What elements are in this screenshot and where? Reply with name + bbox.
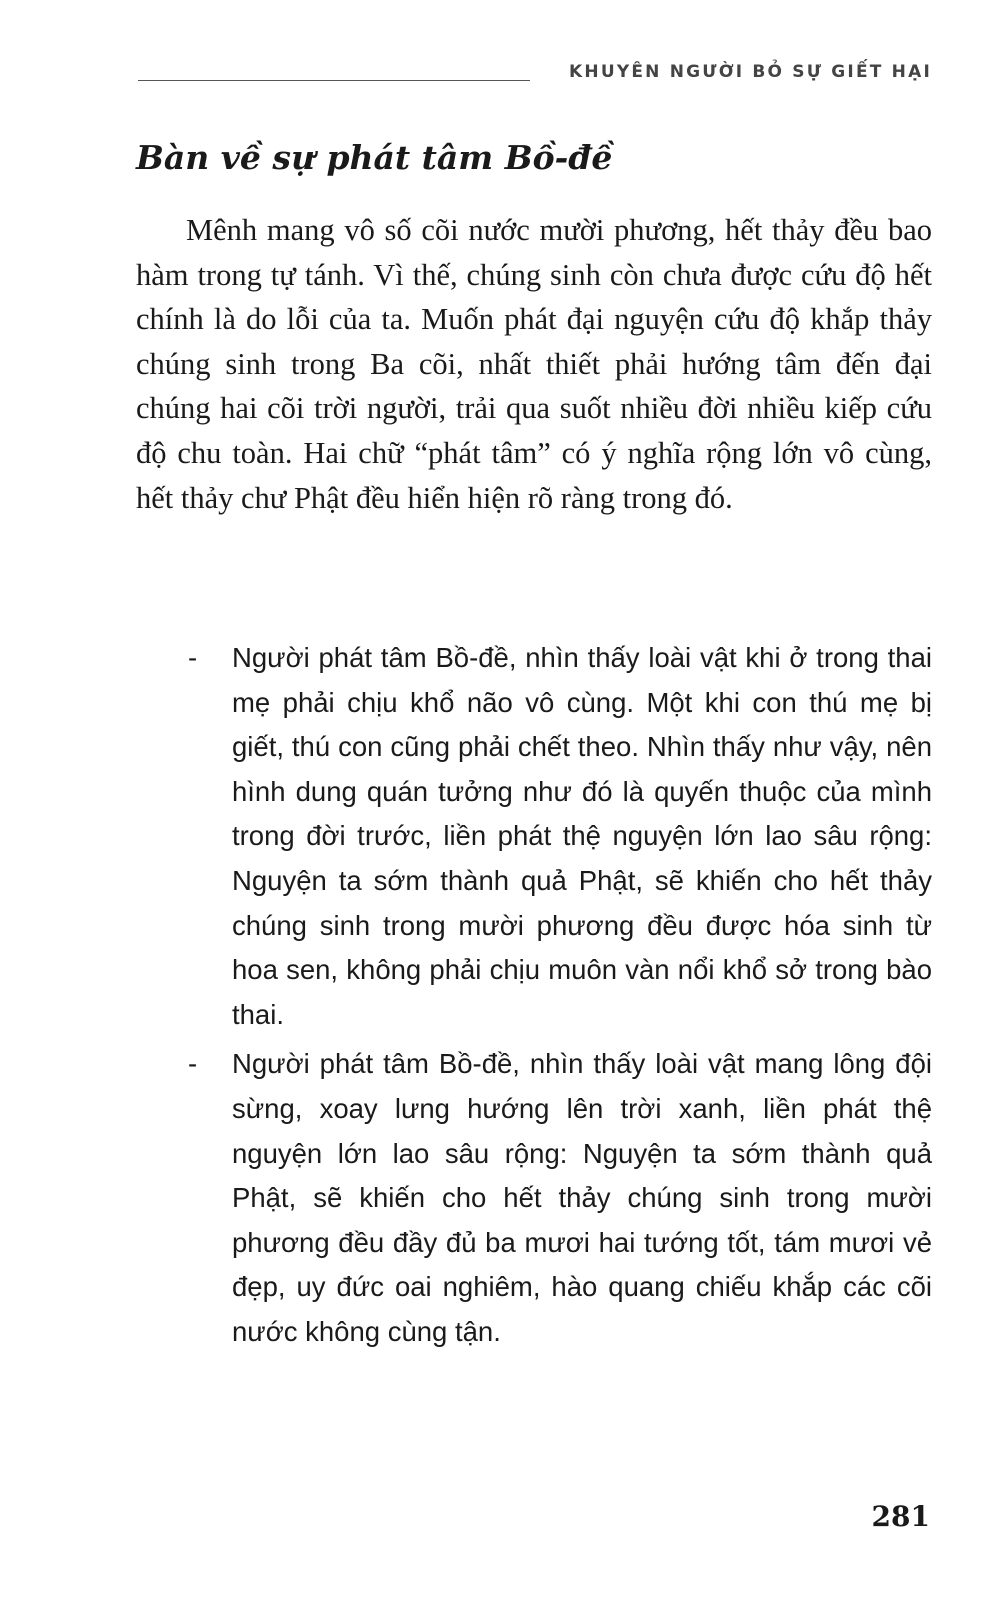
list-item xyxy=(136,1042,932,1354)
page-number: 281 xyxy=(871,1500,930,1533)
list-item xyxy=(136,636,932,1037)
running-title: KHUYÊN NGƯỜI BỎ SỰ GIẾT HẠI xyxy=(569,62,932,82)
running-header xyxy=(138,62,932,88)
bullet-marker: - xyxy=(188,642,198,673)
section-title: Bàn về sự phát tâm Bồ-đề xyxy=(136,138,613,177)
bullet-list xyxy=(136,636,932,1360)
header-rule xyxy=(138,80,530,81)
list-item-text: Người phát tâm Bồ-đề, nhìn thấy loài vật mang lông đội sừng, xoay lưng hướng lên trời xanh, liền phát thệ nguyện lớn lao sâu rộng: Nguyện ta sớm thành quả Phật, sẽ khiến cho hết thảy chúng sinh trong mười phương đều đầy đủ ba mươi hai tướng tốt, tám mươi vẻ đẹp, uy đức oai nghiêm, hào quang chiếu khắp các cõi nước không cùng tận. xyxy=(232,1048,932,1347)
intro-paragraph: Mênh mang vô số cõi nước mười phương, hết thảy đều bao hàm trong tự tánh. Vì thế, chúng sinh còn chưa được cứu độ hết chính là do lỗi của ta. Muốn phát đại nguyện cứu độ khắp thảy chúng sinh trong Ba cõi, nhất thiết phải hướng tâm đến đại chúng hai cõi trời người, trải qua suốt nhiều đời nhiều kiếp cứu độ chu toàn. Hai chữ “phát tâm” có ý nghĩa rộng lớn vô cùng, hết thảy chư Phật đều hiển hiện rõ ràng trong đó. xyxy=(136,213,932,515)
bullet-marker: - xyxy=(188,1048,198,1080)
list-item-text: Người phát tâm Bồ-đề, nhìn thấy loài vật khi ở trong thai mẹ phải chịu khổ não vô cùng. Một khi con thú mẹ bị giết, thú con cũng phải chết theo. Nhìn thấy như vậy, nên hình dung quán tưởng như đó là quyến thuộc của mình trong đời trước, liền phát thệ nguyện lớn lao sâu rộng: Nguyện ta sớm thành quả Phật, sẽ khiến cho hết thảy chúng sinh trong mười phương đều được hóa sinh từ hoa sen, không phải chịu muôn vàn nổi khổ sở trong bào thai. xyxy=(232,642,932,1030)
